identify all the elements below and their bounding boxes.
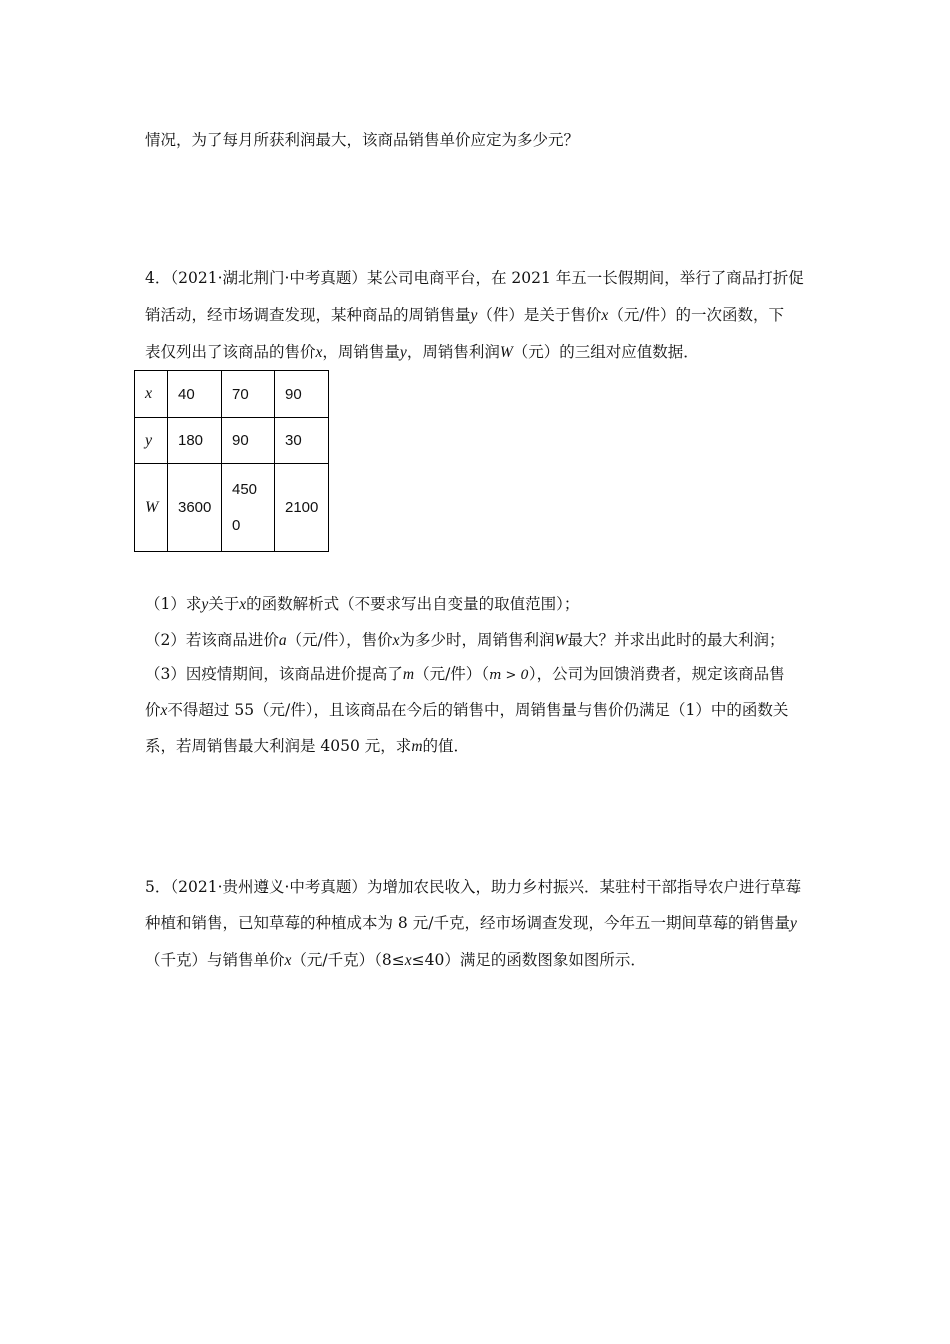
table-row xyxy=(135,464,329,552)
sub3-f: 系，若周销售最大利润是 4050 元，求 xyxy=(145,737,412,755)
var-m: m xyxy=(411,738,423,755)
sub3-b: （元/件）（ xyxy=(414,665,490,683)
var-x: x xyxy=(239,596,247,613)
q5-line3-a: （千克）与销售单价 xyxy=(145,951,285,969)
q5-text1: 为增加农民收入，助力乡村振兴．某驻村干部指导农户进行草莓 xyxy=(366,878,801,896)
var-m: m xyxy=(402,666,415,683)
q4-number: 4． xyxy=(145,269,171,287)
table-row xyxy=(135,371,329,418)
q4-line3-c: ，周销售利润 xyxy=(406,343,500,361)
row-label: W xyxy=(135,464,168,552)
q5-line2-a: 种植和销售，已知草莓的种植成本为 8 元/千克，经市场调查发现，今年五一期间草莓的销售量 xyxy=(145,914,790,932)
q4-line2 xyxy=(145,305,784,326)
var-x: x xyxy=(284,952,292,969)
row-label: y xyxy=(135,418,168,464)
q4-sub2 xyxy=(145,630,784,651)
q5-line3-b: （元/千克）（8≤ xyxy=(291,951,405,969)
q5-line3-c: ≤40）满足的函数图象如图所示． xyxy=(411,951,646,969)
sub2-b: （元/件），售价 xyxy=(286,631,393,649)
q4-line3-b: ，周销售量 xyxy=(322,343,400,361)
q4-line2-b: （件）是关于售价 xyxy=(477,306,602,324)
sub3-e: 不得超过 55（元/件），且该商品在今后的销售中，周销售量与售价仍满足（1）中的函数关 xyxy=(167,701,789,719)
sub1-a: （1）求 xyxy=(145,595,202,613)
table-cell: 90 xyxy=(275,371,329,418)
table-cell: 90 xyxy=(222,418,275,464)
q4-line3-d: （元）的三组对应值数据． xyxy=(512,343,699,361)
q3-tail-text: 情况，为了每月所获利润最大，该商品销售单价应定为多少元？ xyxy=(145,131,580,149)
var-x: x xyxy=(315,344,323,361)
cell-part: 450 xyxy=(232,480,258,498)
q5-number: 5． xyxy=(145,878,171,896)
sub1-b: 关于 xyxy=(208,595,240,613)
q5-line1 xyxy=(145,877,801,897)
var-x: x xyxy=(160,702,168,719)
q4-sub1 xyxy=(145,594,579,615)
table-cell: 3600 xyxy=(168,464,222,552)
q4-line2-a: 销活动，经市场调查发现，某种商品的周销售量 xyxy=(145,306,471,324)
var-w: W xyxy=(554,632,568,649)
table-cell: 40 xyxy=(168,371,222,418)
q4-line3-a: 表仅列出了该商品的售价 xyxy=(145,343,316,361)
cell-part: 0 xyxy=(232,516,241,534)
q5-line3 xyxy=(145,950,646,971)
sub2-c: 为多少时，周销售利润 xyxy=(399,631,555,649)
q4-line3 xyxy=(145,342,699,363)
value-table xyxy=(134,370,329,552)
table-cell: 2100 xyxy=(275,464,329,552)
q4-sub3-line3 xyxy=(145,736,469,757)
sub1-c: 的函数解析式（不要求写出自变量的取值范围）； xyxy=(246,595,580,613)
var-y: y xyxy=(789,915,797,932)
q5-line2 xyxy=(145,913,797,934)
q4-line2-c: （元/件）的一次函数，下 xyxy=(608,306,785,324)
var-y: y xyxy=(399,344,407,361)
var-a: a xyxy=(278,632,287,649)
q4-sub3-line1 xyxy=(145,664,785,686)
table-cell: 30 xyxy=(275,418,329,464)
var-y: y xyxy=(201,596,209,613)
table-cell: 70 xyxy=(222,371,275,418)
table-cell xyxy=(222,464,275,552)
q4-text1: 某公司电商平台，在 2021 年五一长假期间，举行了商品打折促 xyxy=(366,269,804,287)
table-cell: 180 xyxy=(168,418,222,464)
q4-line1 xyxy=(145,268,804,288)
q5-source: （2021·贵州遵义·中考真题） xyxy=(170,878,367,896)
sub3-c: ），公司为回馈消费者，规定该商品售 xyxy=(528,665,785,683)
row-label: x xyxy=(135,371,168,418)
var-x: x xyxy=(392,632,400,649)
var-x: x xyxy=(404,952,412,969)
sub2-d: 最大？并求出此时的最大利润； xyxy=(567,631,785,649)
math-m-gt-0: m > 0 xyxy=(489,668,529,683)
q4-source: （2021·湖北荆门·中考真题） xyxy=(170,269,367,287)
table-row xyxy=(135,418,329,464)
var-w: W xyxy=(499,344,513,361)
sub3-d: 价 xyxy=(145,701,161,719)
sub2-a: （2）若该商品进价 xyxy=(145,631,279,649)
sub3-g: 的值． xyxy=(422,737,470,755)
var-x: x xyxy=(601,307,609,324)
var-y: y xyxy=(470,307,478,324)
sub3-a: （3）因疫情期间，该商品进价提高了 xyxy=(145,665,403,683)
q4-sub3-line2 xyxy=(145,700,788,721)
